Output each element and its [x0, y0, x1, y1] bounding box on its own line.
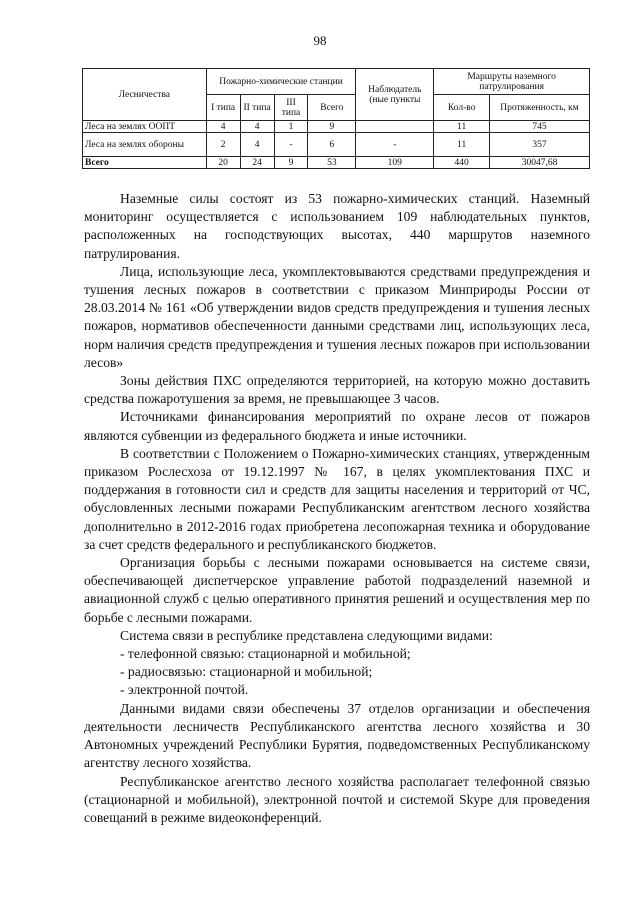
- table-row-total: [83, 157, 590, 169]
- list-item: - электронной почтой.: [120, 682, 249, 698]
- header-patrol-routes: Маршруты наземного патрулирования: [434, 69, 590, 95]
- paragraph: Организация борьбы с лесными пожарами основывается на системе связи, обеспечивающей диспетчерское управление работой подразделений наземной и авиационной служб с целью оперативного принятия решений и осуществления мер по борьбе с лесными пожарами.: [84, 555, 590, 625]
- list-item: - радиосвязью: стационарной и мобильной;: [120, 664, 373, 680]
- paragraph: Источниками финансирования мероприятий по охране лесов от пожаров являются субвенции из федерального бюджета и иные источники.: [84, 409, 590, 443]
- header-route-length: Протяженность, км: [490, 95, 590, 121]
- cell-route-count: 440: [434, 157, 490, 169]
- header-stations-total: Всего: [308, 95, 356, 121]
- paragraph: В соответствии с Положением о Пожарно-химических станциях, утвержденным приказом Рослесхоза от 19.12.1997 № 167, в целях укомплектования ПХС и поддержания в готовности сил и средств для защиты населения и территорий от ЧС, обусловленных лесными пожарами Республиканским агентством лесного хозяйства дополнительно в 2012-2016 годах приобретена лесопожарная техника и оборудование за счет средств федерального и республиканского бюджетов.: [84, 445, 590, 552]
- cell-type-3: -: [274, 133, 308, 157]
- cell-stations-total: 6: [308, 133, 356, 157]
- cell-type-2: 4: [240, 121, 274, 133]
- cell-type-1: 20: [206, 157, 240, 169]
- cell-observation-points: 109: [356, 157, 434, 169]
- header-observation-points: Наблюдатель (ные пункты: [356, 69, 434, 121]
- row-name: Леса на землях обороны: [83, 133, 207, 157]
- header-forestries: Лесничества: [83, 69, 207, 121]
- paragraph: Система связи в республике представлена следующими видами:: [120, 627, 493, 643]
- fire-stations-table: [82, 68, 590, 169]
- cell-type-1: 2: [206, 133, 240, 157]
- cell-route-length: 357: [490, 133, 590, 157]
- row-name: Всего: [83, 157, 207, 169]
- cell-type-1: 4: [206, 121, 240, 133]
- header-type-2: II типа: [240, 95, 274, 121]
- cell-route-count: 11: [434, 121, 490, 133]
- table-row: [83, 121, 590, 133]
- cell-stations-total: 9: [308, 121, 356, 133]
- cell-type-2: 4: [240, 133, 274, 157]
- paragraph: Республиканское агентство лесного хозяйства располагает телефонной связью (стационарной и мобильной), электронной почтой и системой Skype для проведения совещаний в режиме видеоконференций.: [84, 773, 590, 825]
- paragraph: Данными видами связи обеспечены 37 отделов организации и обеспечения деятельности лесничеств Республиканского агентства лесного хозяйства и 30 Автономных учреждений Республики Бурятия, подведомственных Республиканскому агентству лесного хозяйства.: [84, 700, 590, 771]
- cell-type-2: 24: [240, 157, 274, 169]
- cell-observation-points: [356, 121, 434, 133]
- header-route-count: Кол-во: [434, 95, 490, 121]
- body-text: [84, 190, 590, 827]
- cell-type-3: 1: [274, 121, 308, 133]
- list-item: - телефонной связью: стационарной и мобильной;: [120, 646, 411, 662]
- row-name: Леса на землях ООПТ: [83, 121, 207, 133]
- paragraph: Зоны действия ПХС определяются территорией, на которую можно доставить средства пожаротушения за время, не превышающее 3 часов.: [84, 373, 590, 407]
- cell-stations-total: 53: [308, 157, 356, 169]
- cell-route-length: 30047,68: [490, 157, 590, 169]
- table-row: [83, 133, 590, 157]
- page-number: 98: [313, 33, 327, 48]
- header-stations: Пожарно-химические станции: [206, 69, 356, 95]
- paragraph: Лица, использующие леса, укомплектовываются средствами предупреждения и тушения лесных пожаров в соответствии с приказом Минприроды России от 28.03.2014 № 161 «Об утверждении видов средств предупреждения и тушения лесных пожаров, нормативов обеспеченности данными средствами лиц, использующих леса, норм наличия средств предупреждения и тушения лесных пожаров при использовании лесов»: [84, 263, 590, 370]
- cell-type-3: 9: [274, 157, 308, 169]
- cell-route-count: 11: [434, 133, 490, 157]
- header-type-3: III типа: [274, 95, 308, 121]
- cell-observation-points: -: [356, 133, 434, 157]
- header-type-1: I типа: [206, 95, 240, 121]
- paragraph: Наземные силы состоят из 53 пожарно-химических станций. Наземный мониторинг осуществляется с использованием 109 наблюдательных пунктов, расположенных на господствующих высотах, 440 маршрутов наземного патрулирования.: [84, 191, 590, 261]
- cell-route-length: 745: [490, 121, 590, 133]
